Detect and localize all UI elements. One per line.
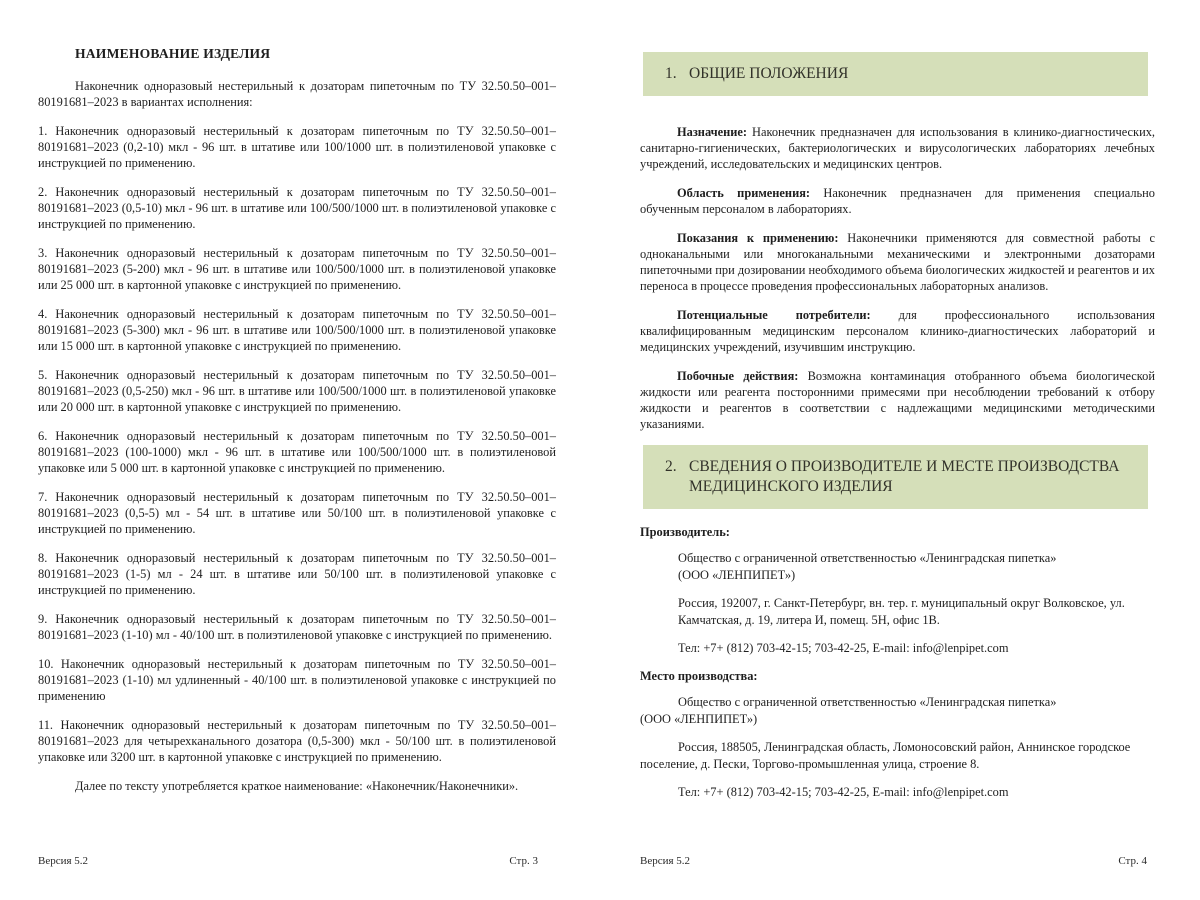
variant-item-10: 10. Наконечник одноразовый нестерильный к дозаторам пипеточным по ТУ 32.50.50–001–80191681–2023 (1-10) мл удлиненный - 40/100 шт. в полиэтиленовой упаковке с инструкцией по применению	[38, 657, 556, 703]
producer-block	[678, 550, 1155, 657]
producer-phone-email: Тел: +7+ (812) 703-42-15; 703-42-25, E-mail: info@lenpipet.com	[678, 641, 1009, 655]
potential-consumers-paragraph: Потенциальные потребители: для профессионального использования квалифицированным медицинским персоналом клинико-диагностических лабораторий и медицинских учреждений, изучившим инструкцию.	[640, 308, 1155, 354]
application-area-paragraph: Область применения: Наконечник предназначен для применения специально обученным персоналом в лабораториях.	[640, 186, 1155, 216]
production-place-block	[640, 694, 1155, 801]
variant-item-7: 7. Наконечник одноразовый нестерильный к дозаторам пипеточным по ТУ 32.50.50–001–80191681–2023 (0,5-5) мл - 54 шт. в штативе или 50/100 шт. в полиэтиленовой упаковке с инструкцией по применению.	[38, 490, 556, 536]
page-4-footer	[640, 855, 1155, 867]
variant-item-11: 11. Наконечник одноразовый нестерильный к дозаторам пипеточным по ТУ 32.50.50–001–80191681–2023 для четырехканального дозатора (0,5-300) мкл - 50/100 шт. в полиэтиленовой упаковке или 3200 шт. в картонной упаковке с инструкцией по применению.	[38, 718, 556, 764]
indications-label: Показания к применению:	[677, 231, 839, 245]
variant-item-1: 1. Наконечник одноразовый нестерильный к дозаторам пипеточным по ТУ 32.50.50–001–80191681–2023 (0,2-10) мкл - 96 шт. в штативе или 100/1000 шт. в полиэтиленовой упаковке с инструкцией по применению.	[38, 124, 556, 170]
producer-address: Россия, 192007, г. Санкт-Петербург, вн. тер. г. муниципальный округ Волковское, ул. Камчатская, д. 19, литера И, помещ. 5Н, офис 1В.	[678, 596, 1125, 627]
section-2-number: 2.	[665, 458, 677, 475]
indications-paragraph: Показания к применению: Наконечники применяются для совместной работы с одноканальными или многоканальными механическими и электронными дозаторами пипеточными при дозировании необходимого объема биологических жидкостей и реагентов и их переноса в процессе проведения профессиональных лабораторных анализов.	[640, 231, 1155, 293]
variant-item-4: 4. Наконечник одноразовый нестерильный к дозаторам пипеточным по ТУ 32.50.50–001–80191681–2023 (5-300) мкл - 96 шт. в штативе или 100/500/1000 шт. в полиэтиленовой упаковке или 15 000 шт. в картонной упаковке с инструкцией по применению.	[38, 307, 556, 353]
section-2-title: СВЕДЕНИЯ О ПРОИЗВОДИТЕЛЕ И МЕСТЕ ПРОИЗВОДСТВА МЕДИЦИНСКОГО ИЗДЕЛИЯ	[689, 458, 1120, 495]
intro-paragraph: Наконечник одноразовый нестерильный к дозаторам пипеточным по ТУ 32.50.50–001–80191681–2023 в вариантах исполнения:	[38, 79, 556, 109]
potential-consumers-label: Потенциальные потребители:	[677, 308, 871, 322]
product-name-heading: НАИМЕНОВАНИЕ ИЗДЕЛИЯ	[75, 46, 271, 61]
production-place-name: Общество с ограниченной ответственностью «Ленинградская пипетка» (ООО «ЛЕНПИПЕТ»)	[640, 695, 1057, 726]
side-effects-label: Побочные действия:	[677, 369, 799, 383]
version-label: Версия 5.2	[640, 855, 691, 867]
purpose-paragraph: Назначение: Наконечник предназначен для использования в клинико-диагностических, санитарно-гигиенических, бактериологических и вирусологических лабораториях лечебных учреждений, исследовательских и медицинских центров.	[640, 125, 1155, 171]
application-area-label: Область применения:	[677, 186, 811, 200]
variant-item-3: 3. Наконечник одноразовый нестерильный к дозаторам пипеточным по ТУ 32.50.50–001–80191681–2023 (5-200) мкл - 96 шт. в штативе или 100/500/1000 шт. в полиэтиленовой упаковке или 25 000 шт. в картонной упаковке с инструкцией по применению.	[38, 246, 556, 292]
page-number: Стр. 3	[509, 855, 538, 867]
production-place-address: Россия, 188505, Ленинградская область, Ломоносовский район, Аннинское городское поселение, д. Пески, Торгово-промышленная улица, строение 8.	[640, 740, 1131, 771]
variant-item-2: 2. Наконечник одноразовый нестерильный к дозаторам пипеточным по ТУ 32.50.50–001–80191681–2023 (0,5-10) мкл - 96 шт. в штативе или 100/500/1000 шт. в полиэтиленовой упаковке с инструкцией по применению.	[38, 185, 556, 231]
page-3-footer	[38, 855, 556, 867]
variant-item-8: 8. Наконечник одноразовый нестерильный к дозаторам пипеточным по ТУ 32.50.50–001–80191681–2023 (1-5) мл - 24 шт. в штативе или 50/100 шт. в полиэтиленовой упаковке с инструкцией по применению.	[38, 551, 556, 597]
purpose-label: Назначение:	[677, 125, 748, 139]
variant-item-9: 9. Наконечник одноразовый нестерильный к дозаторам пипеточным по ТУ 32.50.50–001–80191681–2023 (1-10) мл - 40/100 шт. в полиэтиленовой упаковке с инструкцией по применению.	[38, 612, 556, 642]
version-label: Версия 5.2	[38, 855, 89, 867]
page-4	[640, 0, 1155, 900]
section-1-number: 1.	[665, 65, 677, 82]
side-effects-paragraph: Побочные действия: Возможна контаминация отобранного объема биологической жидкости или реагента посторонними примесями при несоблюдении требований к отбору жидкости и реагентов в соответствии с надлежащими медицинскими методическими указаниями.	[640, 369, 1155, 431]
section-1-header	[643, 52, 1148, 96]
variant-item-6: 6. Наконечник одноразовый нестерильный к дозаторам пипеточным по ТУ 32.50.50–001–80191681–2023 (100-1000) мкл - 96 шт. в штативе или 100/500/1000 шт. в полиэтиленовой упаковке или 5 000 шт. в картонной упаковке с инструкцией по применению.	[38, 429, 556, 475]
variant-item-5: 5. Наконечник одноразовый нестерильный к дозаторам пипеточным по ТУ 32.50.50–001–80191681–2023 (0,5-250) мкл - 96 шт. в штативе или 100/500/1000 шт. в полиэтиленовой упаковке или 20 000 шт. в картонной упаковке с инструкцией по применению.	[38, 368, 556, 414]
section-1-title: ОБЩИЕ ПОЛОЖЕНИЯ	[689, 65, 849, 82]
producer-name: Общество с ограниченной ответственностью «Ленинградская пипетка» (ООО «ЛЕНПИПЕТ»)	[678, 551, 1057, 582]
production-place-phone-email: Тел: +7+ (812) 703-42-15; 703-42-25, E-mail: info@lenpipet.com	[678, 785, 1009, 799]
production-place-label: Место производства:	[640, 669, 758, 683]
short-name-note: Далее по тексту употребляется краткое наименование: «Наконечник/Наконечники».	[75, 779, 519, 793]
producer-label: Производитель:	[640, 525, 730, 539]
page-number: Стр. 4	[1118, 855, 1147, 867]
page-3	[38, 0, 556, 900]
section-2-header	[643, 445, 1148, 509]
